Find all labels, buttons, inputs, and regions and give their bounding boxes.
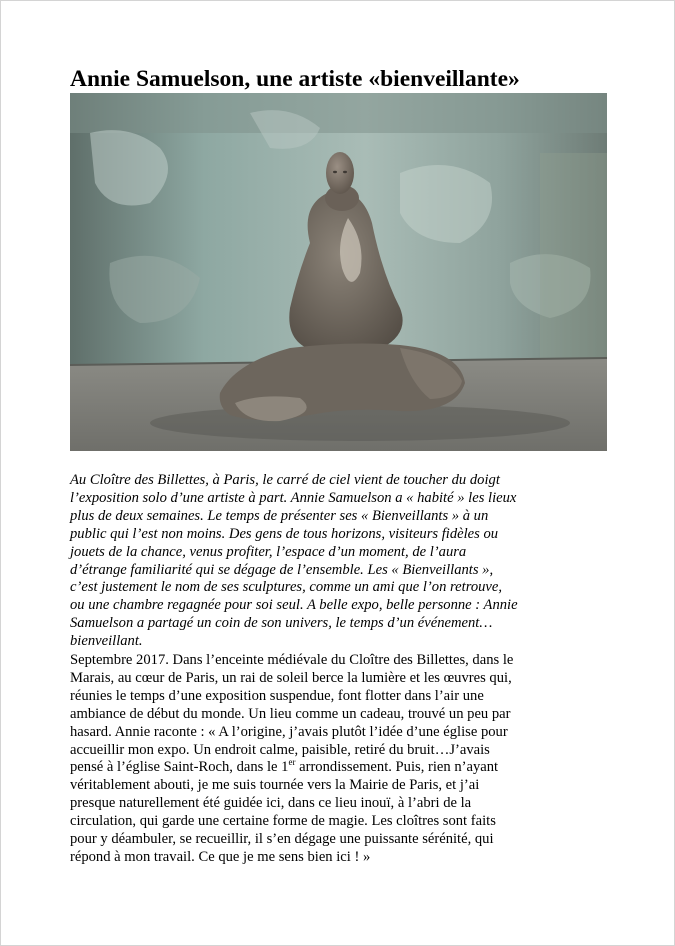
body-line: accueillir mon expo. Un endroit calme, paisible, retiré du bruit…J’avais [70,741,490,758]
lead-line: bienveillant. [70,633,143,650]
article-body [70,652,615,867]
body-line: pour y déambuler, se recueillir, il s’en dégage une puissante sérénité, qui [70,831,494,848]
lead-line: c’est justement le nom de ses sculptures, comme un ami que l’on retrouve, [70,579,503,596]
lead-line: Samuelson a partagé un coin de son univers, le temps d’un événement… [70,615,493,632]
article-lead [70,472,615,651]
lead-line: l’exposition solo d’une artiste à part. Annie Samuelson a « habité » les lieux [70,489,517,506]
superscript-ordinal: er [288,757,296,768]
lead-line: ou une chambre regagnée pour soi seul. A belle expo, belle personne : Annie [70,597,518,614]
body-line: ambiance de début du monde. Un lieu comme un cadeau, trouvé un peu par [70,705,511,722]
lead-line: public qui l’est non moins. Des gens de tous horizons, visiteurs fidèles ou [70,525,499,542]
body-line: Septembre 2017. Dans l’enceinte médiévale du Cloître des Billettes, dans le [70,652,514,668]
body-line: presque naturellement été guidée ici, dans ce lieu inouï, à l’abri de la [70,795,472,812]
body-line: répond à mon travail. Ce que je me sens bien ici ! » [70,848,371,865]
body-line-superscript [70,759,615,777]
body-line: circulation, qui garde une certaine forme de magie. Les cloîtres sont faits [70,813,496,830]
article-title: Annie Samuelson, une artiste «bienveillante» [70,66,520,92]
body-line-part: arrondissement. Puis, rien n’ayant [295,759,499,776]
body-line: réunies le temps d’une exposition suspendue, font flotter dans l’air une [70,687,484,704]
lead-line: plus de deux semaines. Le temps de présenter ses « Bienveillants » à un [70,507,489,524]
lead-line: jouets de la chance, venus profiter, l’espace d’un moment, de l’aura [70,543,467,560]
body-line-part: pensé à l’église Saint-Roch, dans le 1 [70,759,289,776]
sculpture-photo [70,93,607,451]
body-line: Marais, au cœur de Paris, un rai de soleil berce la lumière et les œuvres qui, [70,669,512,686]
lead-line: d’étrange familiarité qui se dégage de l’ensemble. Les « Bienveillants », [70,561,494,578]
body-line: véritablement abouti, je me suis tournée vers la Mairie de Paris, et j’ai [70,777,480,794]
lead-line: Au Cloître des Billettes, à Paris, le carré de ciel vient de toucher du doigt [70,472,500,488]
body-line: hasard. Annie raconte : « A l’origine, j’avais plutôt l’idée d’une église pour [70,723,508,740]
